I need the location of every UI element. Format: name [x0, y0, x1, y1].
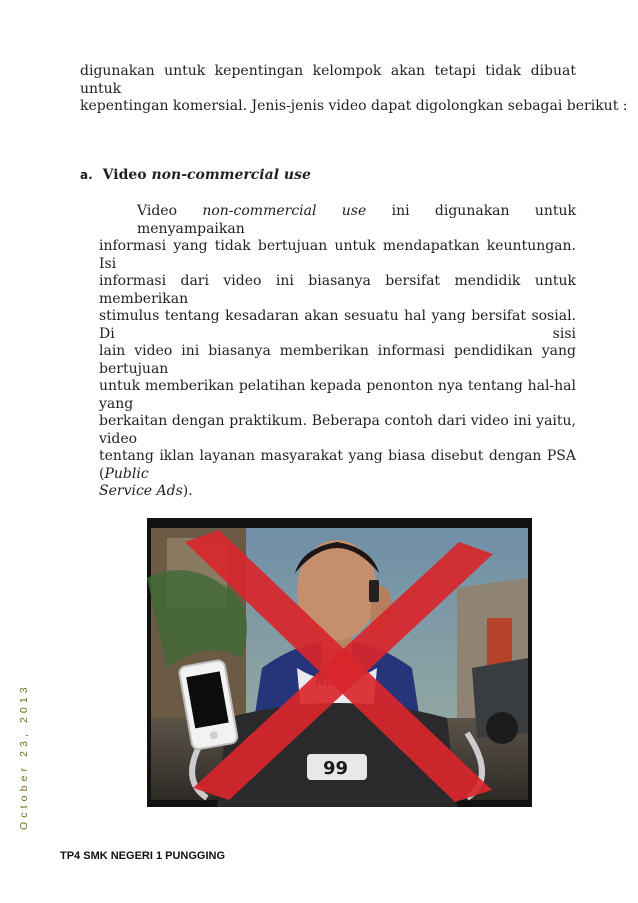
plate-number: 99: [323, 758, 349, 779]
paragraph-line-2: informasi yang tidak bertujuan untuk mendapatkan keuntungan. Isi: [99, 238, 576, 272]
paragraph-line-6: untuk memberikan pelatihan kepada penonton nya tentang hal-hal yang: [99, 378, 576, 412]
intro-line-1: digunakan untuk kepentingan kelompok akan tetapi tidak dibuat untuk: [80, 63, 576, 97]
phone-at-ear: [369, 580, 379, 602]
list-marker: a.: [80, 168, 93, 182]
section-heading: [80, 166, 311, 184]
p9-italic: Service Ads: [99, 483, 183, 499]
footer-text: TP4 SMK NEGERI 1 PUNGGING: [60, 850, 226, 862]
paragraph-line-3: informasi dari video ini biasanya bersifat mendidik untuk memberikan: [99, 273, 576, 307]
p8-text: tentang iklan layanan masyarakat yang biasa disebut dengan PSA (: [99, 448, 576, 482]
paragraph-line-9: [99, 482, 576, 500]
paragraph-line-5: lain video ini biasanya memberikan informasi pendidikan yang bertujuan: [99, 343, 576, 377]
paragraph-line-1: [137, 202, 577, 237]
heading-plain: Video: [102, 167, 152, 183]
paragraph-line-4: stimulus tentang kesadaran akan sesuatu hal yang bersifat sosial. Di sisi: [99, 308, 576, 342]
paragraph-line-7: berkaitan dengan praktikum. Beberapa contoh dari video ini yaitu, video: [99, 413, 576, 447]
photo-illustration: [147, 518, 532, 807]
p1-italic: non-commercial use: [202, 203, 367, 219]
p8-italic: Public: [104, 466, 149, 482]
side-date: October 23, 2013: [18, 683, 30, 830]
heading-italic: non-commercial use: [151, 167, 311, 183]
car-wheel: [486, 712, 518, 744]
p1-text-a: Video: [137, 203, 203, 219]
p1-text-b: ini digunakan untuk menyampaikan: [137, 203, 577, 237]
psa-example-photo: [147, 518, 532, 807]
intro-line-2: kepentingan komersial. Jenis-jenis video dapat digolongkan sebagai berikut :: [80, 98, 628, 114]
paragraph-line-8: [99, 447, 576, 482]
p9-text: ).: [182, 483, 193, 499]
